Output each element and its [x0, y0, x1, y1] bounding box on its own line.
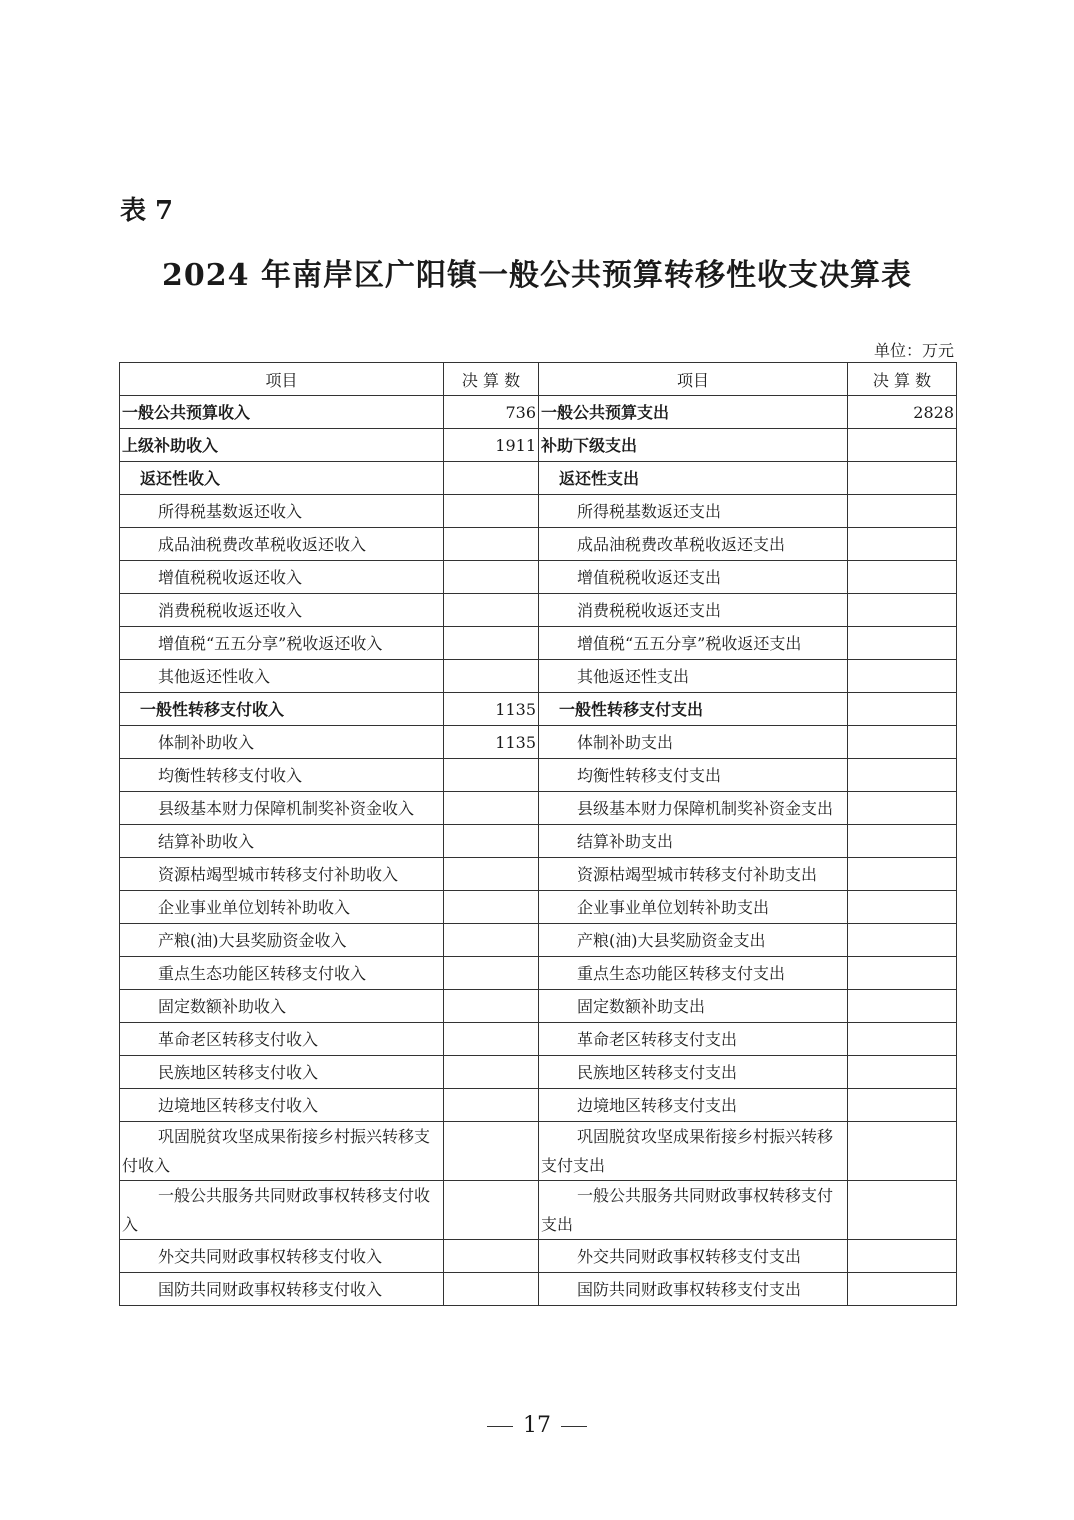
table-row [120, 462, 957, 495]
table-row [120, 924, 957, 957]
table-row [120, 627, 957, 660]
income-amount-cell [444, 462, 539, 495]
income-amount-cell [444, 1056, 539, 1089]
income-item-cell: 巩固脱贫攻坚成果衔接乡村振兴转移支付收入 [120, 1122, 444, 1181]
table-label: 表 7 [120, 196, 174, 226]
expense-amount-cell [848, 792, 957, 825]
table-row [120, 528, 957, 561]
table-row [120, 561, 957, 594]
table-row [120, 792, 957, 825]
column-header-income-item: 项目 [120, 363, 444, 396]
income-amount-cell [444, 495, 539, 528]
income-amount-cell [444, 891, 539, 924]
column-header-expense-amount: 决 算 数 [848, 363, 957, 396]
expense-item-cell: 增值税税收返还支出 [539, 561, 848, 594]
table-body [120, 396, 957, 1306]
income-item-cell: 重点生态功能区转移支付收入 [120, 957, 444, 990]
expense-amount-cell [848, 1089, 957, 1122]
expense-amount-cell [848, 825, 957, 858]
expense-item-cell: 民族地区转移支付支出 [539, 1056, 848, 1089]
expense-amount-cell [848, 528, 957, 561]
expense-item-cell: 重点生态功能区转移支付支出 [539, 957, 848, 990]
income-item-cell: 其他返还性收入 [120, 660, 444, 693]
expense-item-cell: 一般性转移支付支出 [539, 693, 848, 726]
income-amount-cell: 1135 [444, 693, 539, 726]
expense-item-cell: 资源枯竭型城市转移支付补助支出 [539, 858, 848, 891]
income-amount-cell [444, 1181, 539, 1240]
table-row [120, 726, 957, 759]
income-item-cell: 外交共同财政事权转移支付收入 [120, 1240, 444, 1273]
expense-amount-cell [848, 726, 957, 759]
income-amount-cell [444, 1089, 539, 1122]
expense-amount-cell [848, 1122, 957, 1181]
column-header-expense-item: 项目 [539, 363, 848, 396]
page-title: 2024 年南岸区广阳镇一般公共预算转移性收支决算表 [162, 258, 912, 293]
income-item-cell: 边境地区转移支付收入 [120, 1089, 444, 1122]
income-amount-cell: 736 [444, 396, 539, 429]
income-amount-cell [444, 825, 539, 858]
expense-amount-cell [848, 1023, 957, 1056]
table-row [120, 495, 957, 528]
income-item-cell: 一般公共预算收入 [120, 396, 444, 429]
expense-amount-cell [848, 924, 957, 957]
income-item-cell: 成品油税费改革税收返还收入 [120, 528, 444, 561]
income-amount-cell [444, 594, 539, 627]
expense-item-cell: 外交共同财政事权转移支付支出 [539, 1240, 848, 1273]
page-number [0, 1413, 1074, 1438]
expense-amount-cell [848, 462, 957, 495]
income-item-cell: 均衡性转移支付收入 [120, 759, 444, 792]
expense-amount-cell [848, 660, 957, 693]
budget-table [119, 362, 957, 1306]
expense-item-cell: 固定数额补助支出 [539, 990, 848, 1023]
income-amount-cell [444, 528, 539, 561]
expense-amount-cell [848, 561, 957, 594]
income-item-cell: 返还性收入 [120, 462, 444, 495]
income-amount-cell [444, 990, 539, 1023]
expense-item-cell: 其他返还性支出 [539, 660, 848, 693]
table-row [120, 396, 957, 429]
unit-label: 单位：万元 [873, 341, 954, 360]
table-row [120, 693, 957, 726]
table-row [120, 660, 957, 693]
income-item-cell: 消费税税收返还收入 [120, 594, 444, 627]
expense-item-cell: 企业事业单位划转补助支出 [539, 891, 848, 924]
income-amount-cell [444, 1122, 539, 1181]
income-item-cell: 革命老区转移支付收入 [120, 1023, 444, 1056]
expense-amount-cell [848, 957, 957, 990]
income-amount-cell [444, 759, 539, 792]
expense-amount-cell [848, 759, 957, 792]
income-item-cell: 上级补助收入 [120, 429, 444, 462]
income-amount-cell [444, 561, 539, 594]
expense-amount-cell [848, 858, 957, 891]
expense-amount-cell [848, 1181, 957, 1240]
expense-item-cell: 边境地区转移支付支出 [539, 1089, 848, 1122]
income-amount-cell: 1911 [444, 429, 539, 462]
expense-amount-cell [848, 1240, 957, 1273]
table-row [120, 1023, 957, 1056]
expense-item-cell: 国防共同财政事权转移支付支出 [539, 1273, 848, 1306]
expense-amount-cell: 2828 [848, 396, 957, 429]
income-amount-cell [444, 858, 539, 891]
table-row [120, 1056, 957, 1089]
table-row [120, 1089, 957, 1122]
column-header-income-amount: 决 算 数 [444, 363, 539, 396]
income-item-cell: 结算补助收入 [120, 825, 444, 858]
income-item-cell: 所得税基数返还收入 [120, 495, 444, 528]
expense-amount-cell [848, 693, 957, 726]
income-item-cell: 资源枯竭型城市转移支付补助收入 [120, 858, 444, 891]
expense-amount-cell [848, 429, 957, 462]
income-item-cell: 体制补助收入 [120, 726, 444, 759]
expense-amount-cell [848, 495, 957, 528]
expense-item-cell: 所得税基数返还支出 [539, 495, 848, 528]
expense-amount-cell [848, 891, 957, 924]
table-row [120, 1122, 957, 1181]
income-item-cell: 增值税“五五分享”税收返还收入 [120, 627, 444, 660]
table-row [120, 891, 957, 924]
dash-right [561, 1426, 587, 1427]
income-amount-cell [444, 1023, 539, 1056]
expense-item-cell: 一般公共预算支出 [539, 396, 848, 429]
income-item-cell: 国防共同财政事权转移支付收入 [120, 1273, 444, 1306]
expense-item-cell: 县级基本财力保障机制奖补资金支出 [539, 792, 848, 825]
income-amount-cell [444, 1240, 539, 1273]
income-item-cell: 一般公共服务共同财政事权转移支付收入 [120, 1181, 444, 1240]
table-row [120, 429, 957, 462]
income-item-cell: 县级基本财力保障机制奖补资金收入 [120, 792, 444, 825]
income-amount-cell [444, 792, 539, 825]
page-number-text: 17 [523, 1413, 551, 1438]
expense-item-cell: 成品油税费改革税收返还支出 [539, 528, 848, 561]
table-row [120, 759, 957, 792]
expense-item-cell: 产粮(油)大县奖励资金支出 [539, 924, 848, 957]
income-item-cell: 增值税税收返还收入 [120, 561, 444, 594]
dash-left [487, 1426, 513, 1427]
expense-item-cell: 补助下级支出 [539, 429, 848, 462]
expense-item-cell: 体制补助支出 [539, 726, 848, 759]
table-row [120, 957, 957, 990]
expense-amount-cell [848, 594, 957, 627]
income-amount-cell [444, 924, 539, 957]
income-item-cell: 产粮(油)大县奖励资金收入 [120, 924, 444, 957]
table-header [120, 363, 957, 396]
income-amount-cell [444, 627, 539, 660]
income-item-cell: 固定数额补助收入 [120, 990, 444, 1023]
expense-amount-cell [848, 1056, 957, 1089]
table-row [120, 858, 957, 891]
expense-item-cell: 巩固脱贫攻坚成果衔接乡村振兴转移支付支出 [539, 1122, 848, 1181]
expense-item-cell: 增值税“五五分享”税收返还支出 [539, 627, 848, 660]
expense-item-cell: 均衡性转移支付支出 [539, 759, 848, 792]
table-row [120, 1240, 957, 1273]
expense-amount-cell [848, 990, 957, 1023]
expense-item-cell: 革命老区转移支付支出 [539, 1023, 848, 1056]
expense-amount-cell [848, 1273, 957, 1306]
table-row [120, 594, 957, 627]
income-item-cell: 民族地区转移支付收入 [120, 1056, 444, 1089]
expense-item-cell: 一般公共服务共同财政事权转移支付支出 [539, 1181, 848, 1240]
table-row [120, 825, 957, 858]
income-amount-cell [444, 957, 539, 990]
table-row [120, 990, 957, 1023]
expense-item-cell: 消费税税收返还支出 [539, 594, 848, 627]
income-amount-cell [444, 660, 539, 693]
table-row [120, 1181, 957, 1240]
income-item-cell: 一般性转移支付收入 [120, 693, 444, 726]
expense-item-cell: 结算补助支出 [539, 825, 848, 858]
income-item-cell: 企业事业单位划转补助收入 [120, 891, 444, 924]
expense-item-cell: 返还性支出 [539, 462, 848, 495]
expense-amount-cell [848, 627, 957, 660]
income-amount-cell [444, 1273, 539, 1306]
table-row [120, 1273, 957, 1306]
income-amount-cell: 1135 [444, 726, 539, 759]
